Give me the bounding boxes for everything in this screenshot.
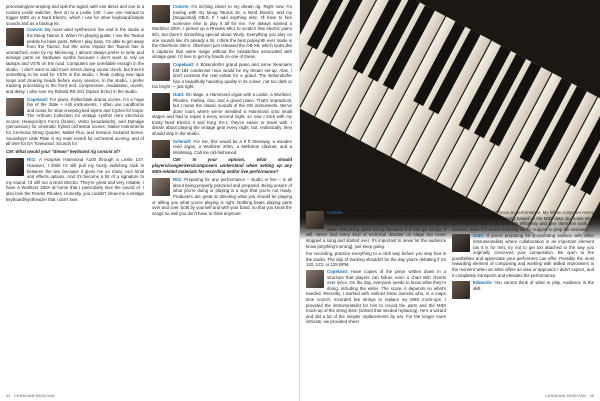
speaker-name: Comrie: — [327, 210, 344, 215]
qa-block — [452, 280, 594, 291]
speaker-portrait — [6, 28, 24, 46]
speaker-portrait — [306, 270, 324, 288]
speaker-name: Schmidt: — [173, 138, 192, 144]
answer-text: A Bösendorfer grand piano and some Neumann KM 184 condenser mics would be my dream set-up. Alas, I don't possess the real estate for a grand. The Bösendorfer has a beautifully haunting quality in its colour, not too dark or too bright — just right. — [152, 61, 292, 90]
speaker-portrait — [152, 178, 170, 196]
page-footer: 34 · CANADIAN MUSICIAN — [6, 394, 55, 398]
answer-text: I'd say learn where the 'MIDI panic' button is on all their gear before they get on stage. In all seriousness, though, it's important to know how to keep the show going when everything goes wrong because if it can go wrong, it will. Never had every kind of technical disaster on stage but never stopped a song and started over. It's important to never let the audience know [anything's wrong], just keep going. — [306, 210, 446, 249]
paragraph: processing/pre-amping and split the signal, with one direct and one to a custom Leslie switcher, then on to a Leslie 145. I use one manual to trigger MIDI on a Nord Electro, which I use for other keyboard/simple sounds and as a backup kit. — [6, 4, 144, 26]
answer-text: I'm inching closer to my dream rig. Right now, I'm touring with my Moog Taurus 3s, a Nord Electro, and my [Sequential] OB-6. If I add anything else, I'll have to hire someone else to play it all for me. I've always wanted a Wurlitzer 200A. I picked up a Rhodes MK1 to scratch that electric piano itch, but there's something special about Wurly. Everything you play on one sounds like it's already a hit. I think the best polysynth ever made is the Oberheim OB-X. Oberheim just released the OB-X8, which looks like it captures that same magic without the headaches associated with vintage gear. I'd love to get my hands on one of these. — [152, 4, 293, 60]
speaker-portrait — [152, 5, 170, 23]
qa-block — [152, 177, 292, 216]
speaker-name: Gatti: — [173, 91, 185, 97]
qa-block — [306, 210, 446, 249]
right-column-1 — [306, 210, 446, 327]
speaker-name: Comrie: — [173, 4, 190, 9]
qa-block — [152, 139, 292, 156]
speaker-portrait — [152, 140, 170, 158]
answer-text: You cannot think of what to play. Audience is the skill. — [473, 280, 594, 291]
speaker-portrait — [152, 63, 170, 81]
right-page — [300, 0, 600, 401]
answer-text: On stage, a Hammond organ with a Leslie, a Wurlitzer, Rhodes, Farfisa, clav, and a grand piano. That's impractical, but I mean the classic sounds of the OG instruments. We've done tours where we've wrestled a Hammond onto small stages and had to repair it every second night, so now I stick with my trusty Nord Electro 3 and Korg SV-1; they're easier to travel with. I dream about playing the vintage gear every night, but, realistically, they should stay in the studio. — [152, 91, 292, 137]
answer-text: For me, this would be a 9 ft Steinway, a wooden reed organ, a Wurlitzer 200A, a Mellotron clavinet, and a MiniMoog. Call me old-fashioned. — [173, 138, 292, 155]
speaker-name: Copeland: — [327, 268, 349, 274]
speaker-portrait — [306, 211, 324, 229]
right-column-2 — [452, 210, 594, 300]
speaker-name: Copeland: — [173, 61, 195, 67]
qa-block — [306, 269, 446, 325]
answer-text: If you're preparing for a recording session with other instrumentalists where collaboration is an important element (as it is for me), try not to get too attached to the way you originally conceived your composition. Be open to the possibilities and appreciate your performers can offer. Possibly the most rewarding element of composing and working with skilled improvisers is the moment when an artist offers an idea or approach I didn't expect, and it completely transports and elevates the performance. — [452, 233, 594, 278]
speaker-name: Gatti: — [473, 233, 485, 239]
speaker-name: Ritz: — [173, 177, 183, 183]
qa-block — [452, 233, 594, 278]
speaker-name: Copeland: — [27, 96, 49, 102]
left-column-1 — [6, 4, 144, 204]
qa-block — [6, 157, 144, 202]
speaker-portrait — [6, 158, 24, 176]
speaker-portrait — [452, 281, 470, 299]
answer-text: For piano, thriller/dark drama scores, I'm a huge fan of the Slate + Ash instruments. I often use Landforms and Auras for slow creeping bed layers and Cycles for loops. The Artfoum Collection for vintage synths/ retro electronic scores; Heavyocity's Forzo (brass), Vento (woodwinds), and Damage (percussion) for cinematic hybrid orchestral scores; Native Instruments for Cremona String Quartet, Mallet Flux, and Session Guitarist Series. Soundtoys' Little Plate is my main reverb for orchestral scoring; and of all time for EA Tonewood. Sounds for — [6, 96, 144, 147]
speaker-name: Ritz: — [27, 157, 37, 163]
left-column-2 — [152, 4, 292, 218]
speaker-portrait — [6, 98, 24, 116]
qa-block — [152, 4, 292, 60]
answer-text: Preparing for any performance – studio or live – is all about being properly practiced and prepared. Being unsure of what you're doing or playing is a sign that you're not ready. Producers are great at directing what you should be playing or telling you what you're playing is right. Nothing beats playing parts over and over, both by yourself and with your band, so that you know the songs so well you don't have to think anymore. — [152, 177, 292, 216]
qa-block — [6, 27, 144, 94]
paragraph: music so Jurecka could focus on performance. My fellow composer Henry Mellon did the copy and morning based on the MIDI data. So, know what your players need to do their job efficiently and give them the tools for success, even if it means reaching out for support to prep the sessions. — [452, 210, 594, 232]
speaker-name: Comrie: — [27, 27, 44, 33]
answer-text: Have copies of the piece written down in a structure that players can follow, even a chart with chords over lyrics. On the day, everyone needs to know what they're doing, including the writer. The score, it depends on what's needed. Recently, I worked with violinist Drew Jurecka who, in a major time crunch, recorded live strings to replace my MIDI mock-ups. I provided the instrumentalist for him to record the parts and the MIDI mock-up of the string stem (solved that needed replacing). He's a wizard and did a lot of the simpler replacements by ear. For the longer more intricate, we provided sheet — [306, 268, 446, 325]
interview-question: CM: What would your "dream" keyboard rig consist of? — [6, 148, 121, 154]
page-footer: CANADIAN MUSICIAN · 35 — [545, 394, 594, 398]
speaker-portrait — [452, 234, 470, 252]
interview-question: CM: In your opinion, what should players/songwriters/composers understand when setting up any MIDI-related materials for recording and/or live performance? — [152, 157, 292, 174]
qa-block — [6, 97, 144, 147]
qa-block — [152, 92, 292, 137]
speaker-name: Edwards: — [473, 280, 493, 286]
qa-block — [152, 62, 292, 90]
answer-text: My most used synthesizer live and in the studio is the Moog Taurus 3. When I'm playing guitar, I use the Taurus pedals for bass parts. When I play bass, I'm able to get away from the Taurus, but the sonic impact the Taurus has is unmatched, even by my Minimoog. I almost always prefer to write and arrange parts on hardware synths because I don't want to rely on laptops and VSTs on the road. Computers are unreliable enough in the studio - I don't want to add more stress during sound check, but there's something to be said for VSTs in the studio. I freak cutting new tape loops and clearing heads before every session. In the studio, I prefer tracking processing in the front end: compression, modulation, reverb, and delay. I also love my Roland RE-201 (Space Echo) in the studio. — [6, 27, 144, 94]
piano-keys-photo — [300, 0, 600, 240]
speaker-portrait — [152, 93, 170, 111]
paragraph: For recording, practice everything to a click way before you step foot in the studio. The day of tracking shouldn't be the day you're debating if it's 120, 123, or 125 BPM. — [306, 251, 446, 268]
answer-text: A Hoopset Hammond A100 through a Leslie 147. However, I think I'd still pull my trusty switching rack in between the two because it gives me so many cool tonal and effects options. And it's become a bit of a signature to my sound. I'd still run a Nord Electro. They're great and very reliable. I have a Wurlitzer 200A at home that I particularly love the sound of. I also love the Fender Rhodes. Honestly, you couldn't show me a vintage keyboard/synthesizer that I don't love. — [6, 157, 144, 202]
piano-keys-image — [300, 0, 600, 240]
